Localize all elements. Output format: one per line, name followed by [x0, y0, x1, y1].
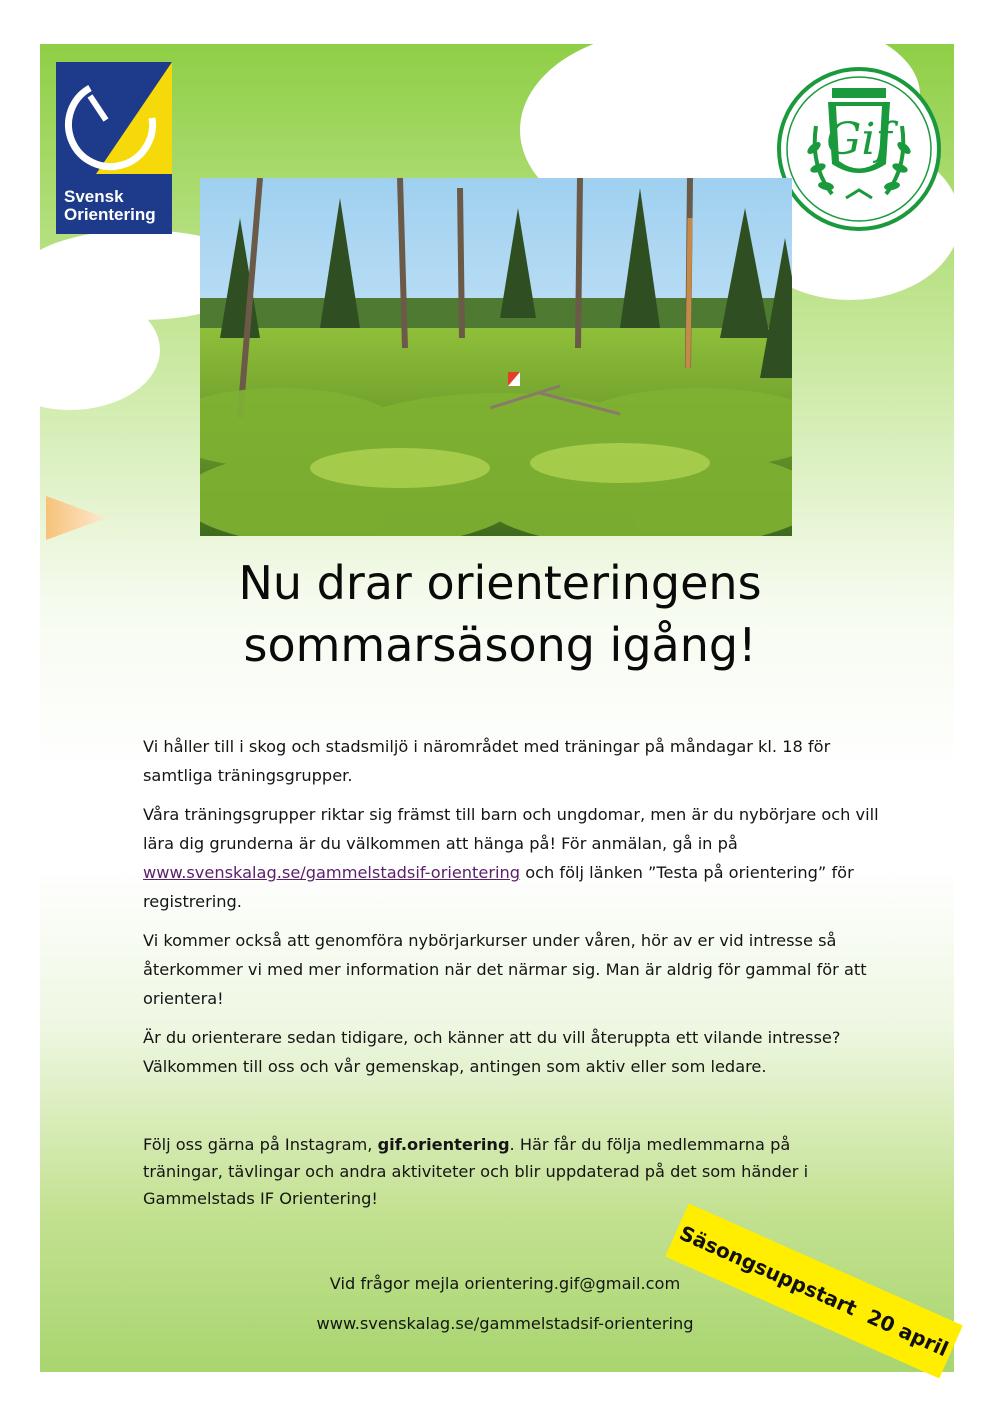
contact-info: [270, 1264, 740, 1344]
arrow-decoration-icon: [46, 496, 106, 540]
headline-line2: sommarsäsong igång!: [243, 618, 757, 672]
gammelstads-if-logo: [776, 66, 942, 232]
control-flag-icon: [508, 372, 520, 386]
paragraph-beginners-text: Våra träningsgrupper riktar sig främst till barn och ungdomar, men är du nybörjare och vill lära dig grunderna är du välkommen att hänga på! För anmälan, gå in på: [143, 805, 879, 853]
svg-text:Gif: Gif: [826, 114, 892, 165]
paragraph-training-info: Vi håller till i skog och stadsmiljö i närområdet med träningar på måndagar kl. 18 för samtliga träningsgrupper.: [143, 737, 831, 785]
season-start-text: Säsongsuppstart 20 april: [676, 1220, 952, 1362]
contact-email: Vid frågor mejla orientering.gif@gmail.com: [329, 1274, 681, 1293]
logo-text-line1: Svensk: [64, 187, 124, 206]
logo-text: [64, 188, 156, 224]
svensk-orientering-logo: [56, 62, 172, 234]
paragraph-beginners: [143, 800, 883, 916]
instagram-paragraph: [143, 1131, 843, 1212]
headline-line1: Nu drar orienteringens: [238, 556, 762, 610]
logo-text-line2: Orientering: [64, 205, 156, 224]
body-text: [143, 732, 883, 1091]
registration-link[interactable]: www.svenskalag.se/gammelstadsif-orientering: [143, 863, 521, 882]
instagram-handle: gif.orientering: [377, 1135, 510, 1154]
instagram-text: Följ oss gärna på Instagram,: [143, 1135, 378, 1154]
paragraph-courses: Vi kommer också att genomföra nybörjarkurser under våren, hör av er vid intresse så återkommer vi med mer information när det närmar sig. Man är aldrig för gammal för att orientera!: [143, 931, 867, 1008]
paragraph-beginners-text-end: och följ länken ”Testa på orientering” för registrering.: [143, 863, 854, 911]
forest-photo: [200, 178, 792, 536]
forest-image: [200, 178, 792, 536]
contact-url: www.svenskalag.se/gammelstadsif-orientering: [316, 1314, 694, 1333]
paragraph-returning: Är du orienterare sedan tidigare, och känner att du vill återuppta ett vilande intresse? Välkommen till oss och vår gemenskap, antingen som aktiv eller som ledare.: [143, 1028, 841, 1076]
headline: [150, 552, 850, 676]
instagram-text-end: . Här får du följa medlemmarna på träningar, tävlingar och andra aktiviteter och blir uppdaterad på det som händer i Gammelstads IF Orientering!: [143, 1135, 809, 1208]
